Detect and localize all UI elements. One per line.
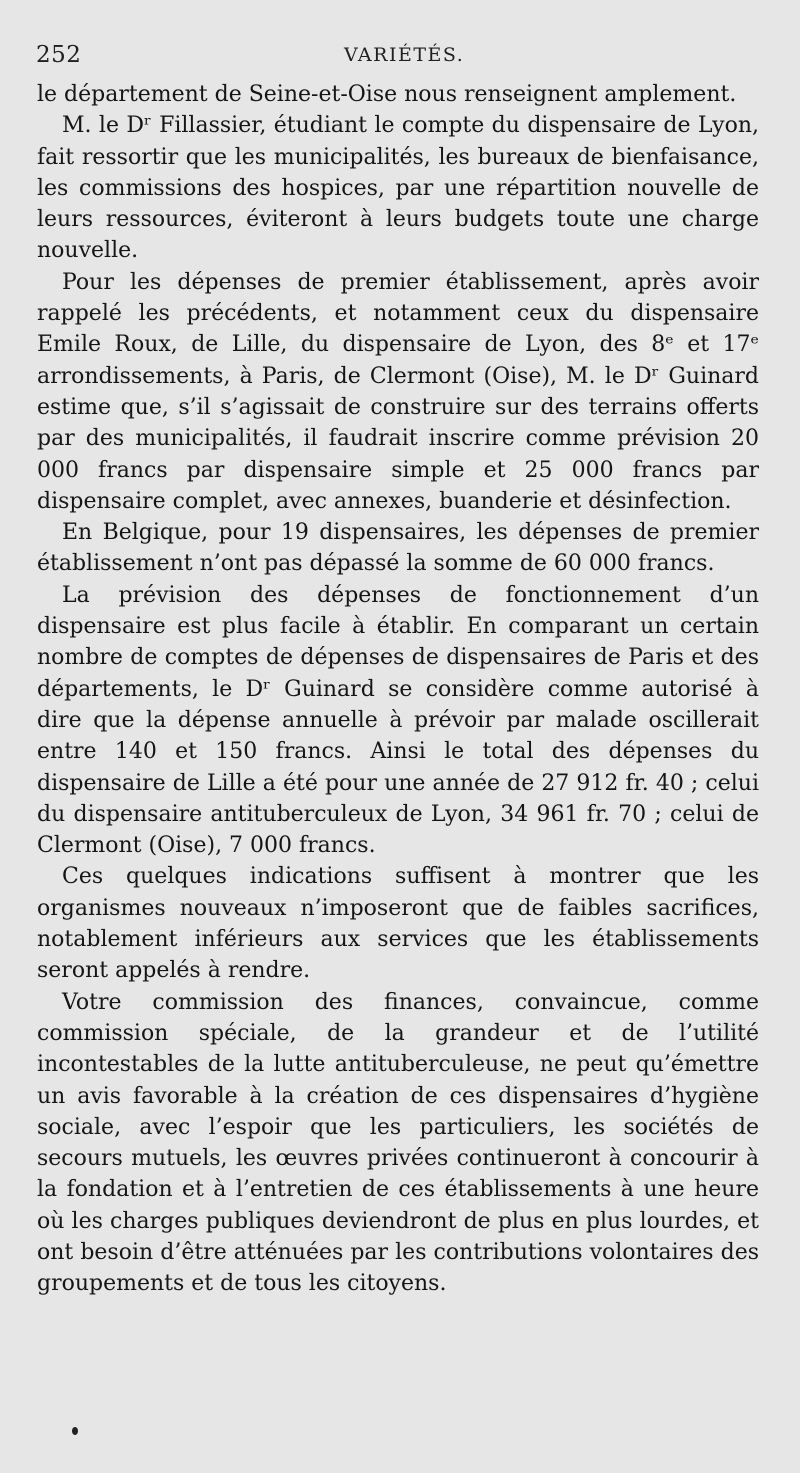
paragraph-premier-etablissement: Pour les dépenses de premier établissement, après avoir rappelé les précédents, et notamment ceux du dispensaire Emile Roux, de Lille, du dispensaire de Lyon, des 8ᵉ et 17ᵉ arrondissements, à Paris, de Clermont (Oise), M. le Dʳ Guinard estime que, s’il s’agissait de construire sur des terrains offerts par des municipalités, il faudrait inscrire comme prévision 20 000 francs par dispensaire simple et 25 000 francs par dispensaire complet, avec annexes, buanderie et désinfection. <box>37 269 759 514</box>
paragraph-commission: Votre commission des finances, convaincue, comme commission spéciale, de la grandeur et de l’utilité incontestables de la lutte antituberculeuse, ne peut qu’émettre un avis favorable à la création de ces dispensaires d’hygiène sociale, avec l’espoir que les particuliers, les sociétés de secours mutuels, les œuvres privées continueront à concourir à la fondation et à l’entretien de ces établissements à une heure où les charges publiques deviendront de plus en plus lourdes, et ont besoin d’être atténuées par les contributions volontaires des groupements et de tous les citoyens. <box>37 989 759 1297</box>
page-number: 252 <box>36 42 82 68</box>
paragraph-fillassier: M. le Dʳ Fillassier, étudiant le compte du dispensaire de Lyon, fait ressortir que les municipalités, les bureaux de bienfaisance, les commissions des hospices, par une répartition nouvelle de leurs ressources, éviteront à leurs budgets toute une charge nouvelle. <box>37 113 759 264</box>
paragraph-belgique: En Belgique, pour 19 dispensaires, les dépenses de premier établissement n’ont pas dépassé la somme de 60 000 francs. <box>37 520 759 577</box>
paragraph-continued: le département de Seine-et-Oise nous renseignent amplement. <box>37 82 737 107</box>
paragraph-indications: Ces quelques indications suffisent à montrer que les organismes nouveaux n’imposeront que de faibles sacrifices, notablement inférieurs aux services que les établissements seront appelés à rendre. <box>37 864 759 984</box>
ink-dot-mark <box>72 1427 78 1435</box>
paragraph-fonctionnement: La prévision des dépenses de fonctionnement d’un dispensaire est plus facile à établir. En comparant un certain nombre de comptes de dépenses de dispensaires de Paris et des départements, le Dʳ Guinard se considère comme autorisé à dire que la dépense annuelle à prévoir par malade oscillerait entre 140 et 150 francs. Ainsi le total des dépenses du dispensaire de Lille a été pour une année de 27 912 fr. 40 ; celui du dispensaire antituberculeux de Lyon, 34 961 fr. 70 ; celui de Clermont (Oise), 7 000 francs. <box>37 582 759 859</box>
running-title: VARIÉTÉS. <box>344 44 465 66</box>
body-text <box>37 79 759 1300</box>
